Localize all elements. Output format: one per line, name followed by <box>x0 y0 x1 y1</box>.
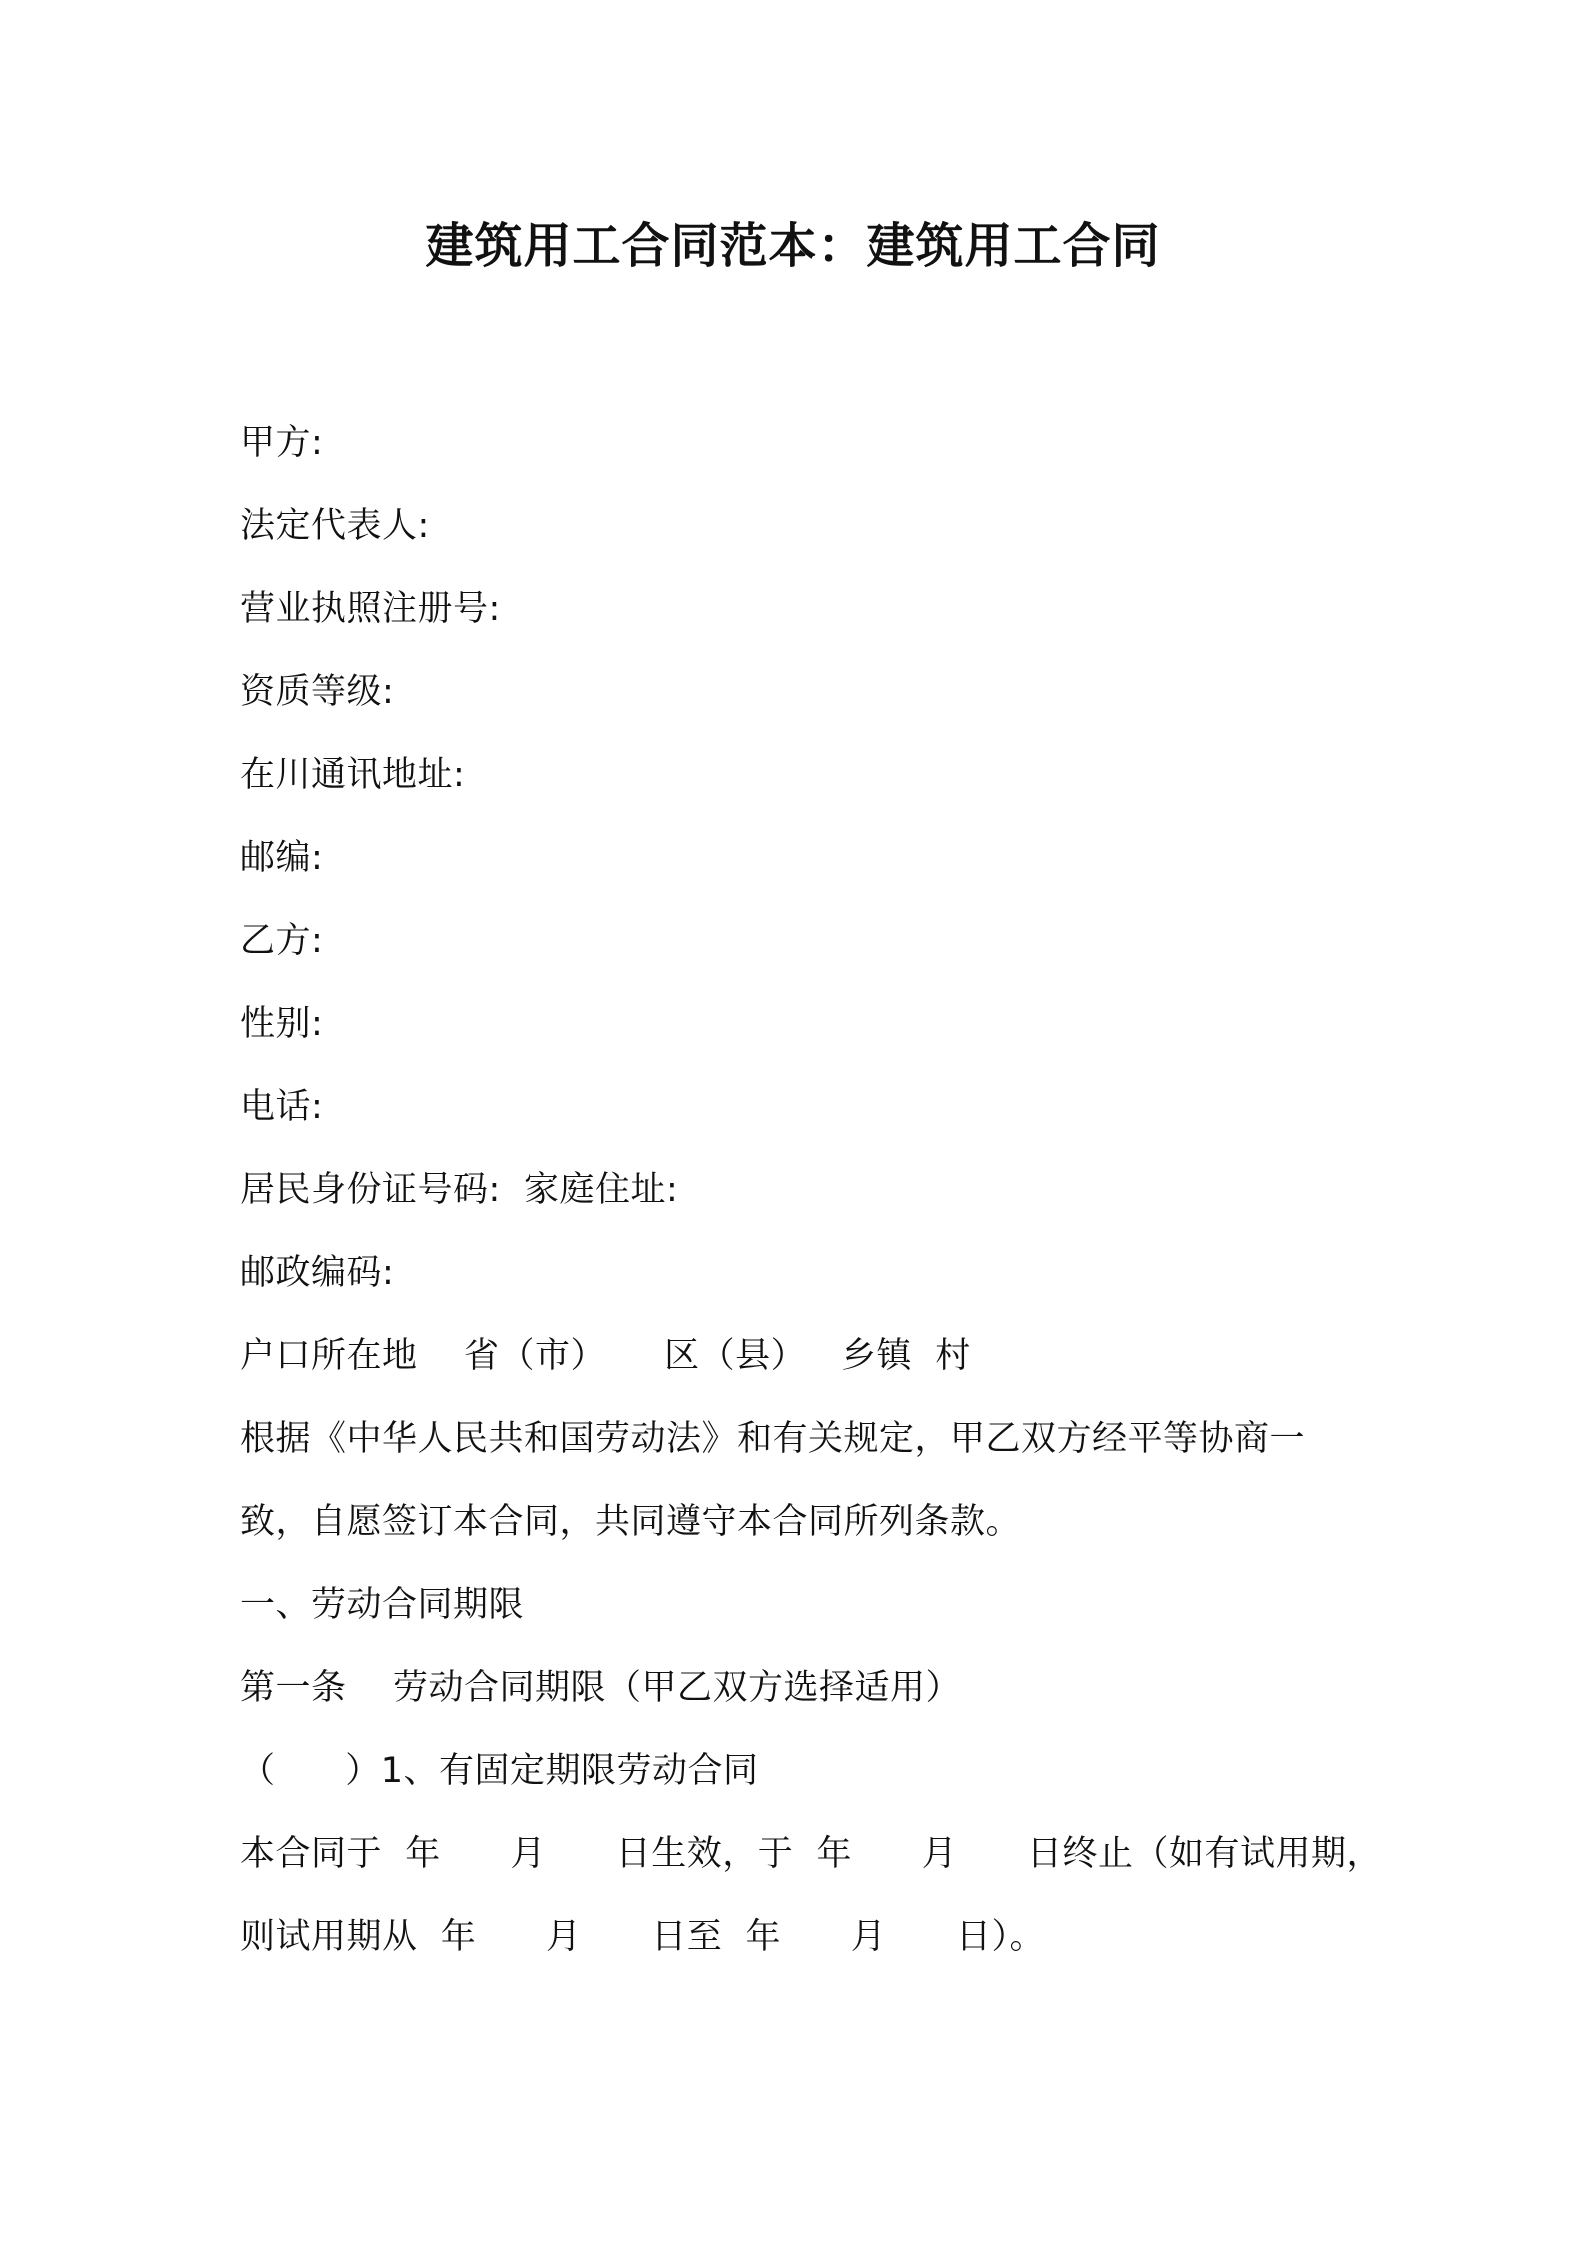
field-party-b: 乙方: <box>240 921 324 961</box>
field-business-license-number: 营业执照注册号: <box>240 589 501 629</box>
paragraph-effective-dates-line-1: 本合同于 年 月 日生效，于 年 月 日终止（如有试用期， <box>240 1834 1383 1874</box>
field-qualification-level: 资质等级: <box>240 672 395 712</box>
article-one-heading: 第一条 劳动合同期限（甲乙双方选择适用） <box>240 1668 962 1708</box>
field-legal-representative: 法定代表人: <box>240 506 430 546</box>
field-household-registration: 户口所在地 省（市） 区（县） 乡镇 村 <box>240 1336 971 1376</box>
field-sichuan-address: 在川通讯地址: <box>240 755 466 795</box>
field-postal-code: 邮政编码: <box>240 1253 395 1293</box>
field-phone: 电话: <box>240 1087 324 1127</box>
option-fixed-term-contract: （ ）1、有固定期限劳动合同 <box>240 1751 759 1791</box>
section-heading-contract-term: 一、劳动合同期限 <box>240 1585 525 1625</box>
paragraph-preamble-line-2: 致，自愿签订本合同，共同遵守本合同所列条款。 <box>240 1502 1022 1542</box>
field-gender: 性别: <box>240 1004 324 1044</box>
paragraph-effective-dates-line-2: 则试用期从 年 月 日至 年 月 日）。 <box>240 1917 1046 1957</box>
field-postcode: 邮编: <box>240 838 324 878</box>
field-party-a: 甲方: <box>240 423 324 463</box>
paragraph-preamble-line-1: 根据《中华人民共和国劳动法》和有关规定，甲乙双方经平等协商一 <box>240 1419 1306 1459</box>
field-id-and-home-address: 居民身份证号码: 家庭住址: <box>240 1170 679 1210</box>
document-title: 建筑用工合同范本：建筑用工合同 <box>425 218 1161 274</box>
